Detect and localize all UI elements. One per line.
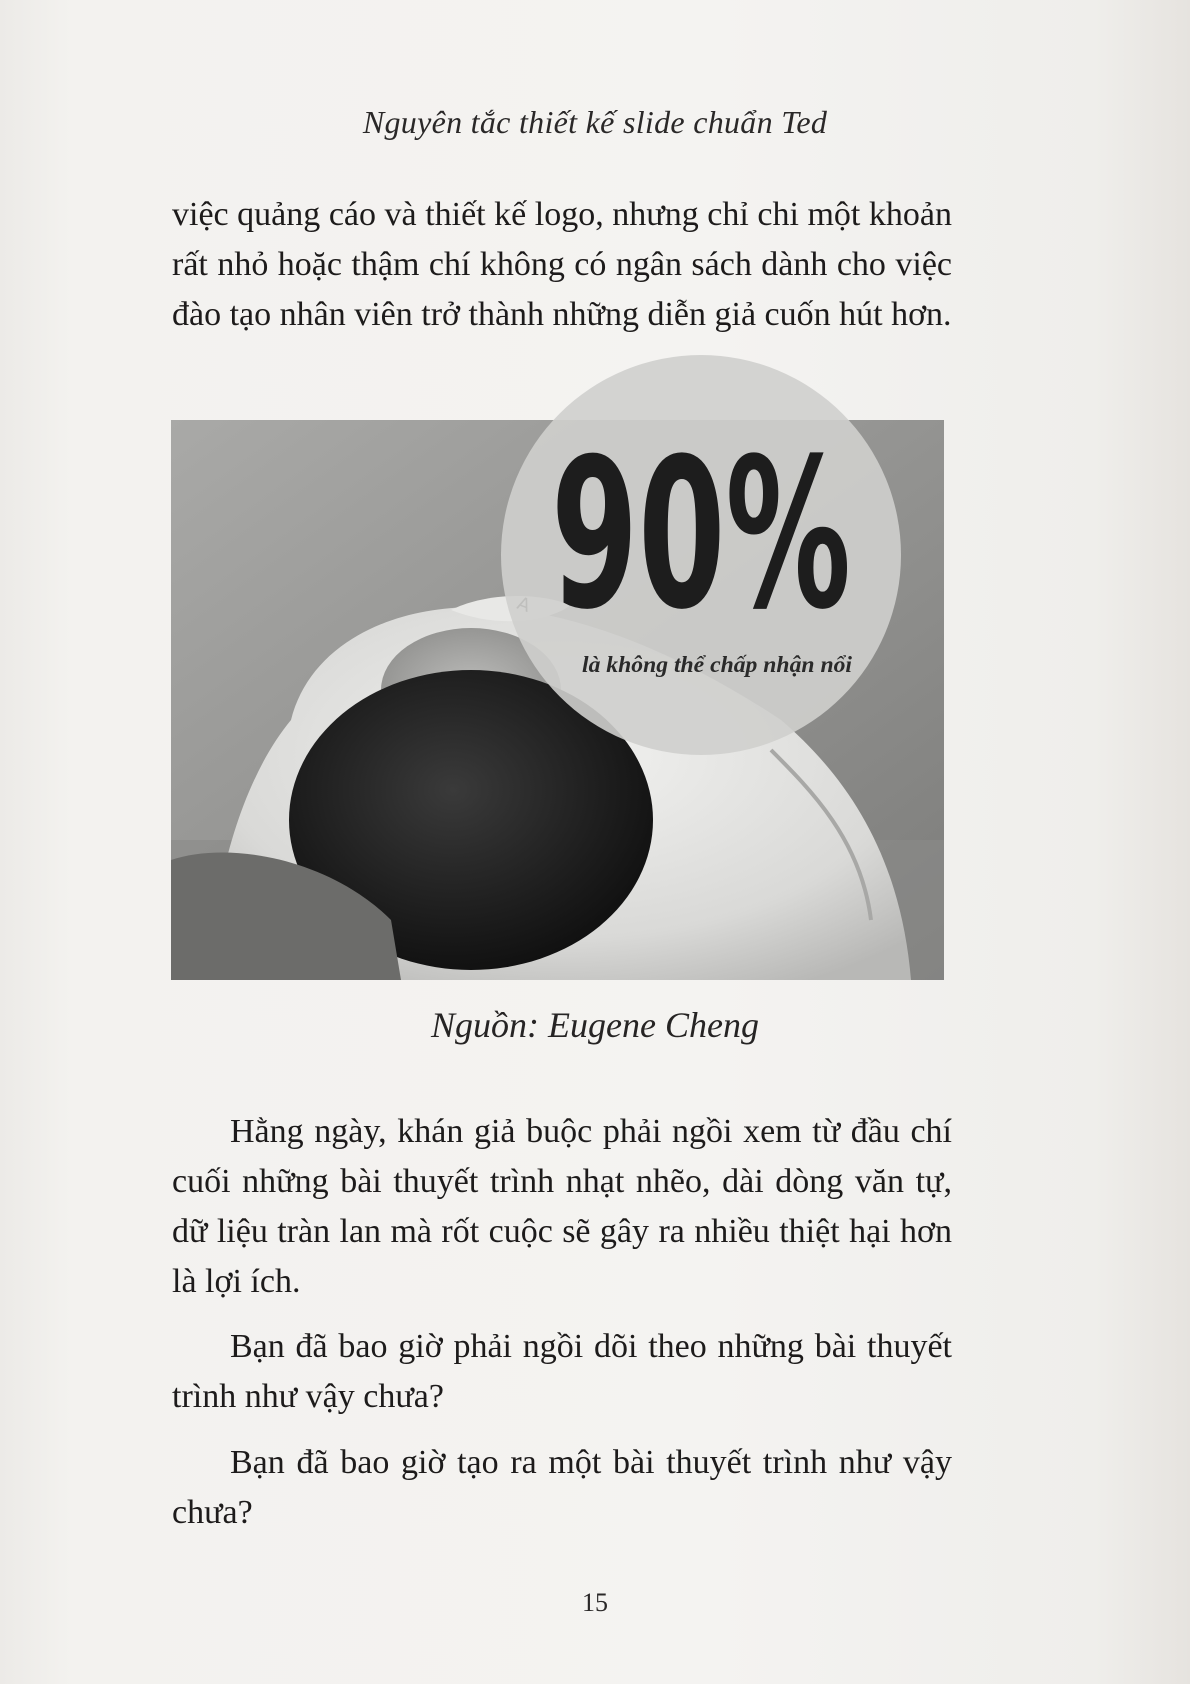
big-number: 90% [551, 414, 851, 656]
paragraph-text: Bạn đã bao giờ tạo ra một bài thuyết trình như vậy chưa? [172, 1444, 952, 1531]
figure-caption: Nguồn: Eugene Cheng [431, 1005, 759, 1045]
paragraph-text: Hằng ngày, khán giả buộc phải ngồi xem từ đầu chí cuối những bài thuyết trình nhạt nhẽo, dài dòng văn tự, dữ liệu tràn lan mà rốt cuộc sẽ gây ra nhiều thiệt hại hơn là lợi ích. [172, 1113, 952, 1300]
paragraph-continuation [172, 190, 952, 340]
slide-photo-figure [171, 414, 944, 980]
slide-photo [171, 414, 944, 980]
slide-tagline: là không thể chấp nhận nổi [582, 652, 853, 677]
paragraph-text: Bạn đã bao giờ phải ngồi dõi theo những bài thuyết trình như vậy chưa? [172, 1328, 952, 1415]
paragraph [172, 1322, 952, 1422]
paragraph [172, 1438, 952, 1538]
page-number: 15 [582, 1588, 608, 1617]
paragraph-text: việc quảng cáo và thiết kế logo, nhưng chỉ chi một khoản rất nhỏ hoặc thậm chí không có ngân sách dành cho việc đào tạo nhân viên trở thành những diễn giả cuốn hút hơn. [172, 196, 952, 333]
running-header: Nguyên tắc thiết kế slide chuẩn Ted [362, 104, 828, 140]
paragraph [172, 1107, 952, 1307]
